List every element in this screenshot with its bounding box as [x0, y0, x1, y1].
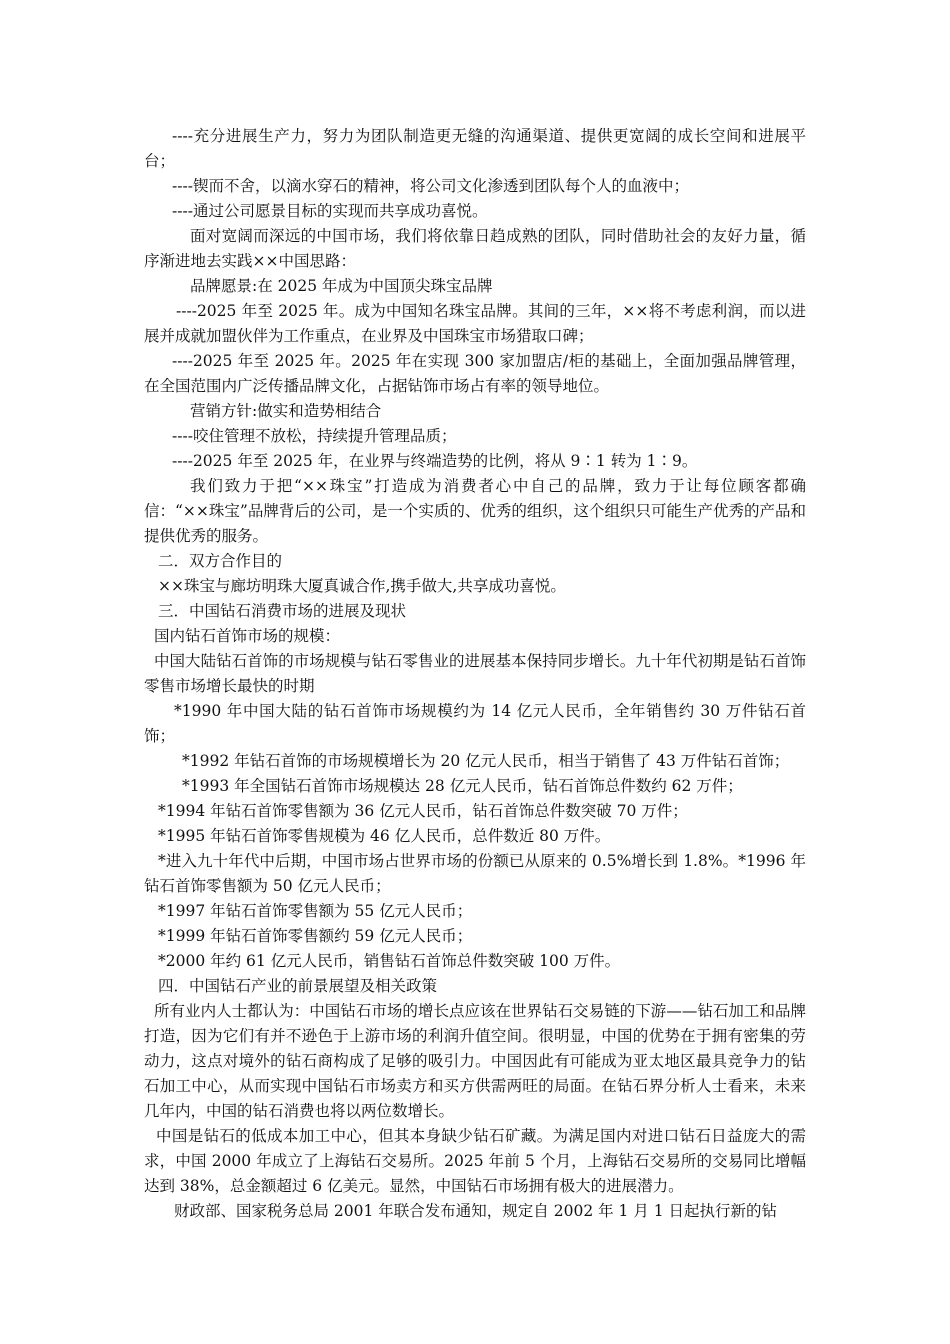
- paragraph: 财政部、国家税务总局 2001 年联合发布通知，规定自 2002 年 1 月 1 日起执行新的钻: [174, 1202, 778, 1220]
- paragraph: ----锲而不舍，以滴水穿石的精神，将公司文化渗透到团队每个人的血液中；: [172, 177, 689, 195]
- marketing-policy-heading: 营销方针:做实和造势相结合: [190, 402, 382, 420]
- paragraph: 面对宽阔而深远的中国市场，我们将依靠日趋成熟的团队，同时借助社会的友好力量，循序渐进地去实践××中国思路：: [144, 227, 806, 270]
- section-heading-2: 二．双方合作目的: [158, 552, 283, 570]
- list-item: *1992 年钻石首饰的市场规模增长为 20 亿元人民币，相当于销售了 43 万件钻石首饰；: [182, 752, 790, 770]
- list-item: *1997 年钻石首饰零售额为 55 亿元人民币；: [158, 902, 473, 920]
- paragraph: ××珠宝与廊坊明珠大厦真诚合作,携手做大,共享成功喜悦。: [158, 577, 566, 595]
- paragraph: ----充分进展生产力，努力为团队制造更无缝的沟通渠道、提供更宽阔的成长空间和进展平台；: [144, 127, 806, 170]
- subheading: 国内钻石首饰市场的规模：: [154, 627, 341, 645]
- section-heading-4: 四．中国钻石产业的前景展望及相关政策: [158, 977, 438, 995]
- paragraph: 所有业内人士都认为：中国钻石市场的增长点应该在世界钻石交易链的下游——钻石加工和品牌打造，因为它们有并不逊色于上游市场的利润升值空间。很明显，中国的优势在于拥有密集的劳动力，这点对境外的钻石商构成了足够的吸引力。中国因此有可能成为亚太地区最具竞争力的钻石加工中心，从而实现中国钻石市场卖方和买方供需两旺的局面。在钻石界分析人士看来，未来几年内，中国的钻石消费也将以两位数增长。: [144, 1002, 806, 1120]
- list-item: *1994 年钻石首饰零售额为 36 亿元人民币，钻石首饰总件数突破 70 万件；: [158, 802, 688, 820]
- list-item: *1990 年中国大陆的钻石首饰市场规模约为 14 亿元人民币，全年销售约 30 万件钻石首饰；: [144, 702, 806, 745]
- paragraph: 中国大陆钻石首饰的市场规模与钻石零售业的进展基本保持同步增长。九十年代初期是钻石首饰零售市场增长最快的时期: [144, 652, 806, 695]
- document-body: [144, 124, 806, 1224]
- paragraph: 中国是钻石的低成本加工中心，但其本身缺少钻石矿藏。为满足国内对进口钻石日益庞大的需求，中国 2000 年成立了上海钻石交易所。2025 年前 5 个月，上海钻石交易所的交易同比增幅达到 38%，总金额超过 6 亿美元。显然，中国钻石市场拥有极大的进展潜力。: [144, 1127, 806, 1195]
- brand-vision-heading: 品牌愿景:在 2025 年成为中国顶尖珠宝品牌: [190, 277, 493, 295]
- list-item: *1993 年全国钻石首饰市场规模达 28 亿元人民币，钻石首饰总件数约 62 万件；: [182, 777, 743, 795]
- paragraph: ----通过公司愿景目标的实现而共享成功喜悦。: [172, 202, 488, 220]
- paragraph: ----2025 年至 2025 年。2025 年在实现 300 家加盟店/柜的基础上，全面加强品牌管理，在全国范围内广泛传播品牌文化，占据钻饰市场占有率的领导地位。: [144, 352, 806, 395]
- list-item: *1995 年钻石首饰零售规模为 46 亿人民币，总件数近 80 万件。: [158, 827, 611, 845]
- paragraph: ----2025 年至 2025 年，在业界与终端造势的比例，将从 9∶1 转为 1∶9。: [172, 452, 698, 470]
- paragraph: ----2025 年至 2025 年。成为中国知名珠宝品牌。其间的三年，××将不考虑利润，而以进展并成就加盟伙伴为工作重点，在业界及中国珠宝市场猎取口碑；: [144, 302, 806, 345]
- paragraph: ----咬住管理不放松，持续提升管理品质；: [172, 427, 457, 445]
- list-item: *进入九十年代中后期，中国市场占世界市场的份额已从原来的 0.5%增长到 1.8%。*1996 年钻石首饰零售额为 50 亿元人民币；: [144, 852, 806, 895]
- list-item: *2000 年约 61 亿元人民币，销售钻石首饰总件数突破 100 万件。: [158, 952, 621, 970]
- list-item: *1999 年钻石首饰零售额约 59 亿元人民币；: [158, 927, 473, 945]
- section-heading-3: 三．中国钻石消费市场的进展及现状: [158, 602, 407, 620]
- paragraph: 我们致力于把“××珠宝”打造成为消费者心中自己的品牌，致力于让每位顾客都确信：“××珠宝”品牌背后的公司，是一个实质的、优秀的组织，这个组织只可能生产优秀的产品和提供优秀的服务。: [144, 477, 806, 545]
